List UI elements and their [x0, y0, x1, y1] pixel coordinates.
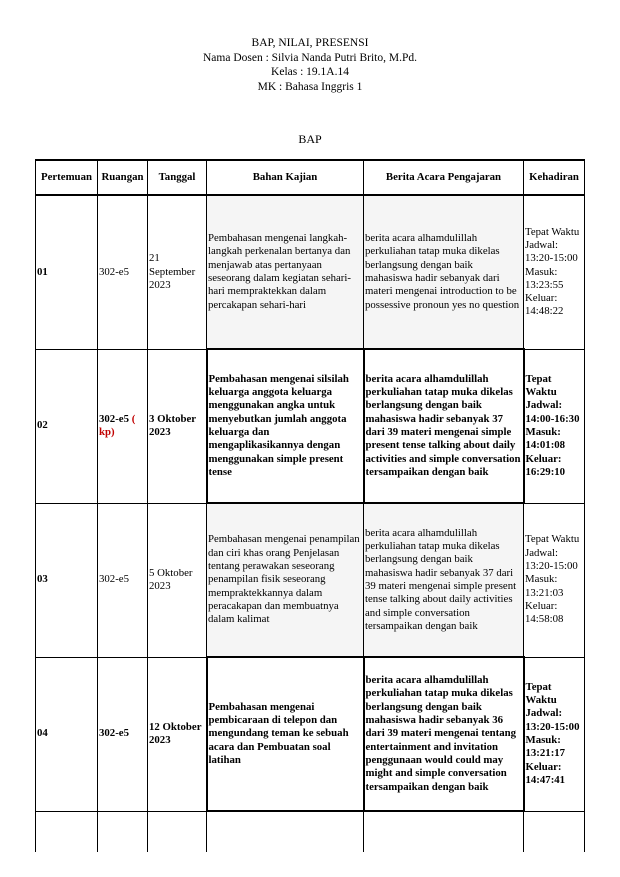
table-row — [36, 349, 585, 503]
room-text: 302-e5 — [99, 265, 129, 278]
document-title: BAP, NILAI, PRESENSI — [251, 37, 369, 49]
document-header — [0, 36, 620, 94]
course-name: MK : Bahasa Inggris 1 — [257, 80, 363, 93]
cell-ruangan — [98, 195, 148, 349]
cell-empty — [148, 811, 207, 852]
cell-empty — [364, 811, 524, 852]
column-header-tanggal: Tanggal — [148, 160, 207, 195]
bap-table — [35, 159, 585, 852]
cell-bahan-kajian: Pembahasan mengenai langkah-langkah perkenalan bertanya dan menjawab atas pertanyaan seseorang dalam kegiatan sehari-hari mempraktekkan dalam percakapan sehari-hari — [207, 195, 364, 349]
cell-empty — [207, 811, 364, 852]
room-text: 302-e5 — [99, 727, 129, 740]
cell-berita-acara: berita acara alhamdulillah perkuliahan tatap muka dikelas berlangsung dengan baik mahasiswa hadir sebanyak 37 dari 39 materi mengenai simple present tense talking about daily activities and simple conversation tersampaikan dengan baik — [364, 349, 524, 503]
cell-pertemuan: 01 — [36, 195, 98, 349]
cell-ruangan — [98, 503, 148, 657]
cell-tanggal: 5 Oktober 2023 — [148, 503, 207, 657]
table-row-continuation — [36, 811, 585, 852]
column-header-kehadiran: Kehadiran — [524, 160, 585, 195]
class-code: Kelas : 19.1A.14 — [271, 66, 349, 78]
cell-kehadiran: Tepat Waktu Jadwal: 13:20-15:00 Masuk: 13:21:17 Keluar: 14:47:41 — [524, 657, 585, 811]
cell-berita-acara: berita acara alhamdulillah perkuliahan tatap muka dikelas berlangsung dengan baik mahasiswa hadir sebanyak dari materi mengenai introduction to be possessive pronoun yes no question — [364, 195, 524, 349]
column-header-pertemuan: Pertemuan — [36, 160, 98, 195]
cell-tanggal: 3 Oktober 2023 — [148, 349, 207, 503]
cell-empty — [524, 811, 585, 852]
cell-bahan-kajian: Pembahasan mengenai silsilah keluarga anggota keluarga menggunakan angka untuk menyebutkan jumlah anggota keluarga dan mengaplikasikannya dengan menggunakan simple present tense — [207, 349, 364, 503]
lecturer-name: Nama Dosen : Silvia Nanda Putri Brito, M.Pd. — [202, 51, 417, 64]
table-row — [36, 657, 585, 811]
cell-empty — [98, 811, 148, 852]
cell-tanggal: 21 September 2023 — [148, 195, 207, 349]
cell-kehadiran: Tepat Waktu Jadwal: 13:20-15:00 Masuk: 13:23:55 Keluar: 14:48:22 — [524, 195, 585, 349]
cell-empty — [36, 811, 98, 852]
room-text: 302-e5 — [99, 412, 129, 425]
cell-kehadiran: Tepat Waktu Jadwal: 14:00-16:30 Masuk: 14:01:08 Keluar: 16:29:10 — [524, 349, 585, 503]
cell-pertemuan: 03 — [36, 503, 98, 657]
cell-kehadiran: Tepat Waktu Jadwal: 13:20-15:00 Masuk: 13:21:03 Keluar: 14:58:08 — [524, 503, 585, 657]
section-title: BAP — [298, 132, 322, 146]
cell-pertemuan: 02 — [36, 349, 98, 503]
cell-bahan-kajian: Pembahasan mengenai penampilan dan ciri khas orang Penjelasan tentang perawakan seseorang penampilan fisik seseorang mempraktekkannya dalam peracakapan dan membuatnya dalam kalimat — [207, 503, 364, 657]
cell-tanggal: 12 Oktober 2023 — [148, 657, 207, 811]
column-header-ruangan: Ruangan — [98, 160, 148, 195]
column-header-berita-acara: Berita Acara Pengajaran — [364, 160, 524, 195]
cell-ruangan — [98, 349, 148, 503]
room-note: ( kp) — [99, 412, 136, 438]
cell-berita-acara: berita acara alhamdulillah perkuliahan tatap muka dikelas berlangsung dengan baik mahasiswa hadir sebanyak 36 dari 39 materi mengenai tentang entertainment and invitation penggunaan would could may might and simple conversation tersampaikan dengan baik — [364, 657, 524, 811]
cell-berita-acara: berita acara alhamdulillah perkuliahan tatap muka dikelas berlangsung dengan baik mahasiswa hadir sebanyak 37 dari 39 materi mengenai simple present tense talking about daily activities and simple conversation tersampaikan dengan baik — [364, 503, 524, 657]
room-text: 302-e5 — [99, 573, 129, 586]
column-header-bahan-kajian: Bahan Kajian — [207, 160, 364, 195]
cell-bahan-kajian: Pembahasan mengenai pembicaraan di telepon dan mengundang teman ke sebuah acara dan Pembuatan soal latihan — [207, 657, 364, 811]
table-row — [36, 195, 585, 349]
cell-ruangan — [98, 657, 148, 811]
table-row — [36, 503, 585, 657]
table-header-row — [36, 160, 585, 195]
cell-pertemuan: 04 — [36, 657, 98, 811]
